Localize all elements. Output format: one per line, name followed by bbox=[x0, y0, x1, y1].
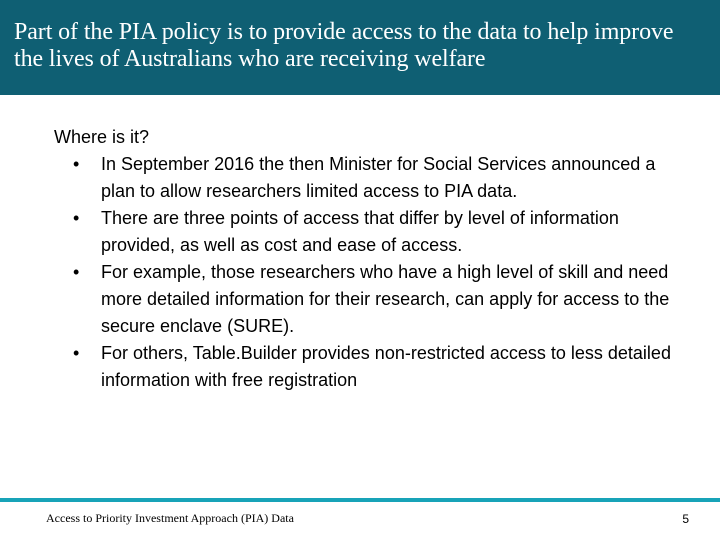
footer-divider bbox=[0, 498, 720, 502]
bullet-text: In September 2016 the then Minister for Social Services announced a plan to allow researchers limited access to PIA data. bbox=[101, 154, 656, 201]
bullet-icon: • bbox=[73, 208, 80, 228]
bullet-icon: • bbox=[73, 343, 80, 363]
bullet-text: For others, Table.Builder provides non-restricted access to less detailed information with free registration bbox=[101, 343, 671, 390]
page-number: 5 bbox=[682, 512, 689, 526]
footer-text: Access to Priority Investment Approach (PIA) Data bbox=[46, 511, 294, 525]
title-bar bbox=[0, 0, 720, 95]
bullet-item bbox=[54, 340, 674, 394]
slide-content bbox=[54, 124, 674, 394]
bullet-item bbox=[54, 205, 674, 259]
bullet-text: There are three points of access that differ by level of information provided, as well as cost and ease of access. bbox=[101, 208, 619, 255]
bullet-item bbox=[54, 259, 674, 340]
bullet-item bbox=[54, 151, 674, 205]
bullet-text: For example, those researchers who have a high level of skill and need more detailed information for their research, can apply for access to the secure enclave (SURE). bbox=[101, 262, 670, 336]
section-heading: Where is it? bbox=[54, 127, 150, 147]
slide-title: Part of the PIA policy is to provide access to the data to help improve the lives of Australians who are receiving welfare bbox=[14, 19, 674, 72]
bullet-list bbox=[54, 151, 674, 394]
bullet-icon: • bbox=[73, 154, 80, 174]
bullet-icon: • bbox=[73, 262, 80, 282]
